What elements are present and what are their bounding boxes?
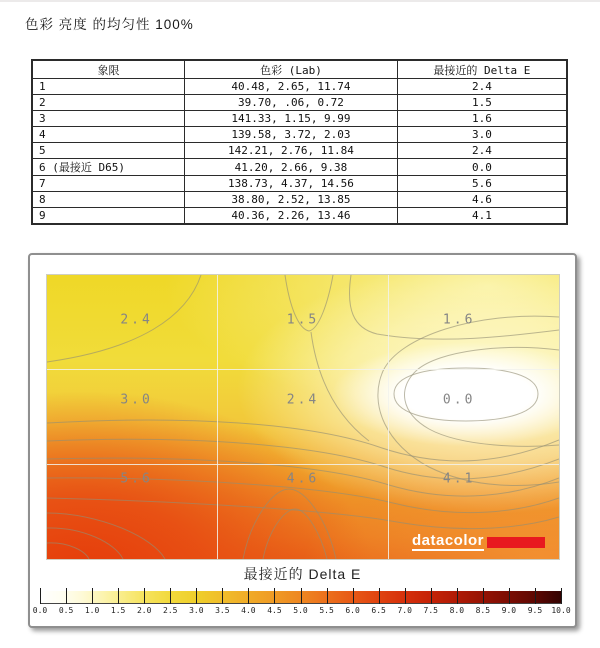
colorbar-tick-label: 0.5 [58,606,74,615]
table-row [32,95,567,111]
cell-value-label: 1.5 [286,312,320,328]
table-row [32,111,567,127]
delta-e-cell: 4.1 [397,208,567,225]
colorbar-tick-label: 10.0 [551,606,571,615]
heatmap-panel [28,253,577,628]
quadrant-cell: 4 [32,127,185,143]
lab-cell: 38.80, 2.52, 13.85 [185,192,398,208]
datacolor-logo-text: datacolor [411,532,484,549]
colorbar-tick-label: 4.5 [267,606,282,615]
grid-line-horizontal [47,369,559,370]
colorbar-tick [196,588,197,604]
cell-value-label: 3.0 [120,392,153,408]
table-row [32,127,567,143]
delta-e-cell: 3.0 [397,127,567,143]
cell-value-label: 2.4 [120,312,153,328]
colorbar-tick [509,588,510,604]
colorbar-tick-label: 5.0 [293,606,308,615]
table-header-cell: 最接近的 Delta E [397,60,567,79]
cell-value-label: 1.6 [442,312,476,328]
quadrant-cell: 7 [32,176,185,192]
colorbar-tick [457,588,458,604]
delta-e-cell: 0.0 [397,159,567,176]
delta-e-cell: 5.6 [397,176,567,192]
colorbar-tick-label: 3.5 [215,606,230,615]
lab-cell: 41.20, 2.66, 9.38 [185,159,398,176]
quadrant-cell: 2 [32,95,185,111]
colorbar-tick [327,588,328,604]
colorbar-tick [40,588,41,604]
quadrant-cell: 5 [32,143,185,159]
colorbar-tick-label: 5.5 [319,606,334,615]
colorbar [32,588,571,618]
colorbar-tick-label: 6.0 [345,606,360,615]
quadrant-cell: 3 [32,111,185,127]
cell-value-label: 0.0 [442,392,476,408]
colorbar-tick [170,588,171,604]
table-header-cell: 色彩 (Lab) [185,60,398,79]
colorbar-tick [222,588,223,604]
colorbar-tick-label: 1.0 [84,606,100,615]
colorbar-tick [353,588,354,604]
colorbar-tick [66,588,67,604]
colorbar-tick [301,588,302,604]
contour-map [46,274,560,560]
lab-cell: 40.36, 2.26, 13.46 [185,208,398,225]
lab-cell: 40.48, 2.65, 11.74 [185,79,398,95]
colorbar-tick-label: 9.0 [501,606,517,615]
datacolor-logo [412,534,545,551]
lab-cell: 141.33, 1.15, 9.99 [185,111,398,127]
colorbar-tick [144,588,145,604]
cell-value-label: 4.1 [442,471,476,487]
delta-e-cell: 1.5 [397,95,567,111]
colorbar-tick [92,588,93,604]
colorbar-tick [431,588,432,604]
quadrant-cell: 8 [32,192,185,208]
colorbar-tick [118,588,119,604]
colorbar-tick-label: 4.0 [241,606,256,615]
colorbar-tick-label: 7.5 [423,606,438,615]
quadrant-cell: 9 [32,208,185,225]
table-row [32,143,567,159]
quadrant-cell: 6 (最接近 D65) [32,159,185,176]
colorbar-tick [379,588,380,604]
delta-e-cell: 2.4 [397,79,567,95]
delta-e-cell: 1.6 [397,111,567,127]
colorbar-tick-label: 8.5 [475,606,491,615]
delta-e-cell: 4.6 [397,192,567,208]
lab-cell: 39.70, .06, 0.72 [185,95,398,111]
colorbar-tick-label: 1.5 [110,606,126,615]
table-row [32,192,567,208]
grid-line-vertical [388,275,389,559]
colorbar-tick [561,588,562,604]
colorbar-tick [405,588,406,604]
grid-line-vertical [217,275,218,559]
colorbar-tick-label: 7.0 [397,606,412,615]
page-title: 色彩 亮度 的均匀性 100% [25,17,194,32]
colorbar-tick-label: 9.5 [527,606,543,615]
table-row [32,208,567,225]
colorbar-tick-label: 2.0 [136,606,152,615]
table-row [32,159,567,176]
table-row [32,176,567,192]
colorbar-tick [248,588,249,604]
logo-red-bar [487,537,545,548]
quadrant-cell: 1 [32,79,185,95]
cell-value-label: 5.6 [120,471,153,487]
table-row [32,79,567,95]
colorbar-tick-label: 2.5 [163,606,178,615]
lab-cell: 142.21, 2.76, 11.84 [185,143,398,159]
colorbar-tick-label: 8.0 [449,606,465,615]
colorbar-caption: 最接近的 Delta E [243,566,362,582]
uniformity-table [31,59,568,225]
colorbar-tick-label: 0.0 [32,606,48,615]
cell-value-label: 2.4 [286,392,320,408]
grid-line-horizontal [47,464,559,465]
lab-cell: 138.73, 4.37, 14.56 [185,176,398,192]
table-header-row [32,60,567,79]
lab-cell: 139.58, 3.72, 2.03 [185,127,398,143]
delta-e-cell: 2.4 [397,143,567,159]
colorbar-tick-label: 3.0 [189,606,204,615]
colorbar-tick [274,588,275,604]
cell-value-label: 4.6 [286,471,320,487]
table-header-cell: 象限 [32,60,185,79]
colorbar-tick-label: 6.5 [371,606,386,615]
colorbar-tick [483,588,484,604]
colorbar-tick [535,588,536,604]
